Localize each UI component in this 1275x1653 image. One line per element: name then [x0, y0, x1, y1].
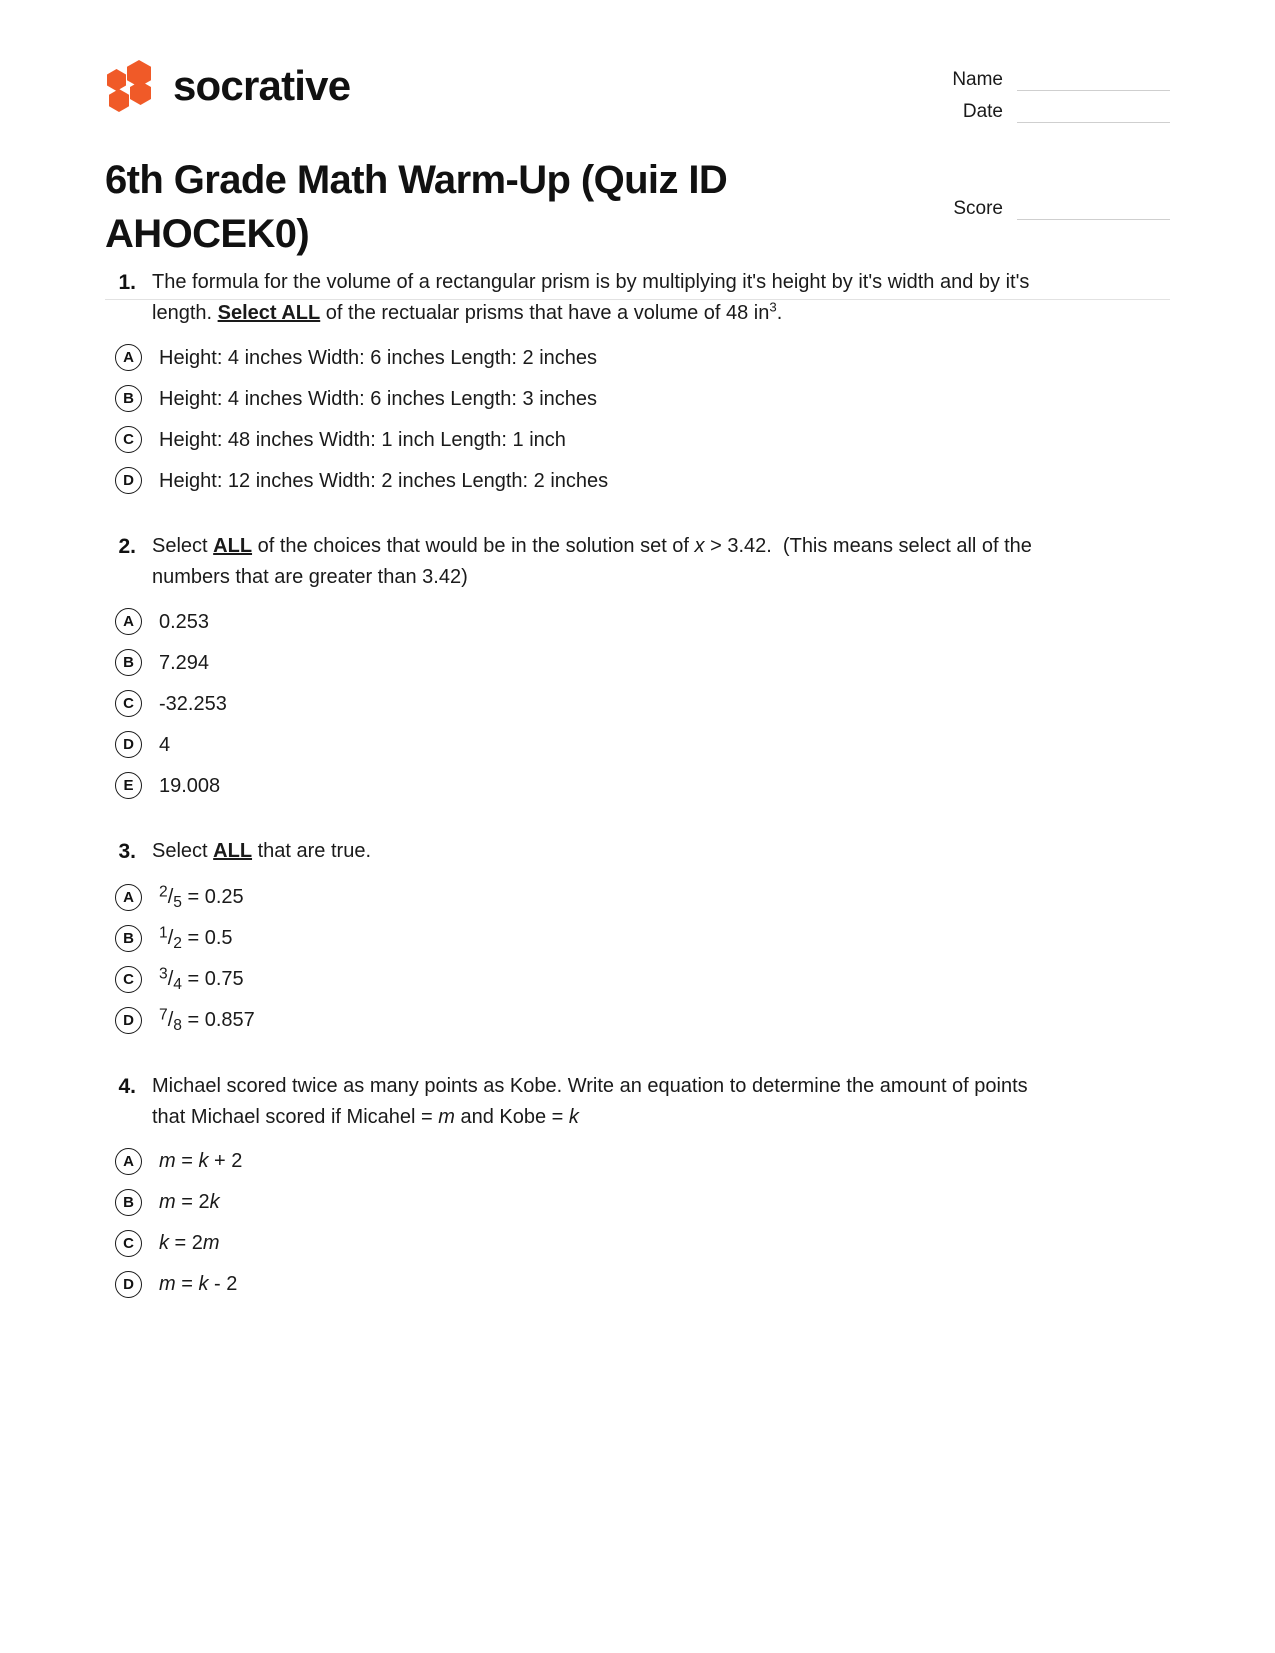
answer-option-d[interactable]	[105, 1264, 1170, 1305]
option-text: $^3/_4 = 0.75$	[159, 965, 244, 994]
option-text: Height: 4 inches Width: 6 inches Length: 2 inches	[159, 346, 598, 369]
option-bubble-c[interactable]: C	[115, 426, 142, 453]
question-1	[105, 267, 1170, 501]
answer-option-b[interactable]	[105, 642, 1170, 683]
page-header	[0, 0, 1275, 256]
answer-option-a[interactable]	[105, 601, 1170, 642]
option-bubble-d[interactable]: D	[115, 1007, 142, 1034]
question-number: 2.	[118, 535, 136, 558]
question-3	[105, 836, 1170, 1041]
question-text: Select ALL of the choices that would be in the solution set of x > 3.42. (This means select all of the numbers that are greater than 3.42)	[152, 535, 1032, 588]
question-4	[105, 1071, 1170, 1305]
score-label: Score	[953, 198, 1003, 219]
question-header	[105, 836, 1170, 869]
answer-options	[105, 1141, 1170, 1305]
socrative-hexagons-icon	[105, 60, 157, 112]
option-text: m = k - 2	[159, 1273, 238, 1296]
question-header	[105, 1071, 1170, 1133]
score-input-line[interactable]	[1017, 199, 1170, 220]
option-bubble-b[interactable]: B	[115, 1189, 142, 1216]
question-number: 1.	[118, 271, 136, 294]
hexagon-icon	[109, 89, 129, 112]
answer-option-e[interactable]	[105, 765, 1170, 806]
name-input-line[interactable]	[1017, 70, 1170, 91]
option-text: $^1/_2 = 0.5$	[159, 924, 233, 953]
question-2	[105, 531, 1170, 806]
option-text: m = 2k	[159, 1191, 220, 1214]
option-text: k = 2m	[159, 1232, 220, 1255]
answer-option-a[interactable]	[105, 1141, 1170, 1182]
option-text: Height: 4 inches Width: 6 inches Length: 3 inches	[159, 387, 598, 410]
option-bubble-d[interactable]: D	[115, 731, 142, 758]
date-field-row	[930, 102, 1170, 123]
answer-option-b[interactable]	[105, 1182, 1170, 1223]
option-text: -32.253	[159, 692, 227, 715]
option-text: $^2/_5 = 0.25$	[159, 883, 244, 912]
option-bubble-c[interactable]: C	[115, 690, 142, 717]
option-text: 4	[159, 733, 171, 756]
option-bubble-c[interactable]: C	[115, 966, 142, 993]
answer-option-c[interactable]	[105, 959, 1170, 1000]
answer-option-b[interactable]	[105, 378, 1170, 419]
option-bubble-b[interactable]: B	[115, 385, 142, 412]
answer-option-d[interactable]	[105, 724, 1170, 765]
answer-options	[105, 601, 1170, 806]
answer-option-c[interactable]	[105, 1223, 1170, 1264]
name-label: Name	[952, 69, 1003, 90]
question-number: 3.	[118, 840, 136, 863]
option-bubble-b[interactable]: B	[115, 925, 142, 952]
answer-option-a[interactable]	[105, 877, 1170, 918]
page-title: 6th Grade Math Warm-Up (Quiz ID AHOCEK0)	[105, 158, 728, 256]
date-input-line[interactable]	[1017, 102, 1170, 123]
option-bubble-d[interactable]: D	[115, 467, 142, 494]
brand-name: socrative	[173, 62, 351, 109]
option-bubble-a[interactable]: A	[115, 608, 142, 635]
option-bubble-b[interactable]: B	[115, 649, 142, 676]
answer-option-d[interactable]	[105, 1000, 1170, 1041]
answer-option-b[interactable]	[105, 918, 1170, 959]
date-label: Date	[962, 101, 1003, 122]
header-divider	[105, 299, 1170, 300]
answer-option-d[interactable]	[105, 460, 1170, 501]
answer-option-c[interactable]	[105, 419, 1170, 460]
option-bubble-e[interactable]: E	[115, 772, 142, 799]
option-text: 0.253	[159, 610, 210, 633]
option-text: 19.008	[159, 774, 221, 797]
name-field-row	[930, 70, 1170, 91]
answer-options	[105, 337, 1170, 501]
option-text: 7.294	[159, 651, 210, 674]
option-bubble-d[interactable]: D	[115, 1271, 142, 1298]
hexagon-icon	[130, 81, 151, 105]
hexagon-icon	[107, 69, 126, 91]
question-text: Michael scored twice as many points as Kobe. Write an equation to determine the amount of points that Michael scored if Micahel = m and Kobe = k	[152, 1074, 1028, 1128]
option-bubble-a[interactable]: A	[115, 344, 142, 371]
question-number: 4.	[118, 1074, 136, 1098]
question-text: The formula for the volume of a rectangular prism is by multiplying it's height by it's width and by it's length. Select ALL of the rectualar prisms that have a volume of 48 $in^3$.	[152, 271, 1030, 324]
option-text: Height: 12 inches Width: 2 inches Length: 2 inches	[159, 469, 609, 492]
score-field-row	[930, 199, 1170, 220]
answer-option-a[interactable]	[105, 337, 1170, 378]
question-header	[105, 531, 1170, 593]
questions-list	[0, 267, 1275, 1305]
option-bubble-a[interactable]: A	[115, 1148, 142, 1175]
answer-options	[105, 877, 1170, 1041]
option-text: Height: 48 inches Width: 1 inch Length: 1 inch	[159, 428, 566, 451]
student-meta-fields	[930, 70, 1170, 231]
option-bubble-c[interactable]: C	[115, 1230, 142, 1257]
option-bubble-a[interactable]: A	[115, 884, 142, 911]
answer-option-c[interactable]	[105, 683, 1170, 724]
question-header	[105, 267, 1170, 329]
option-text: $^7/_8 = 0.857$	[159, 1006, 255, 1035]
question-text: Select ALL that are true.	[152, 840, 372, 862]
option-text: m = k + 2	[159, 1150, 243, 1173]
